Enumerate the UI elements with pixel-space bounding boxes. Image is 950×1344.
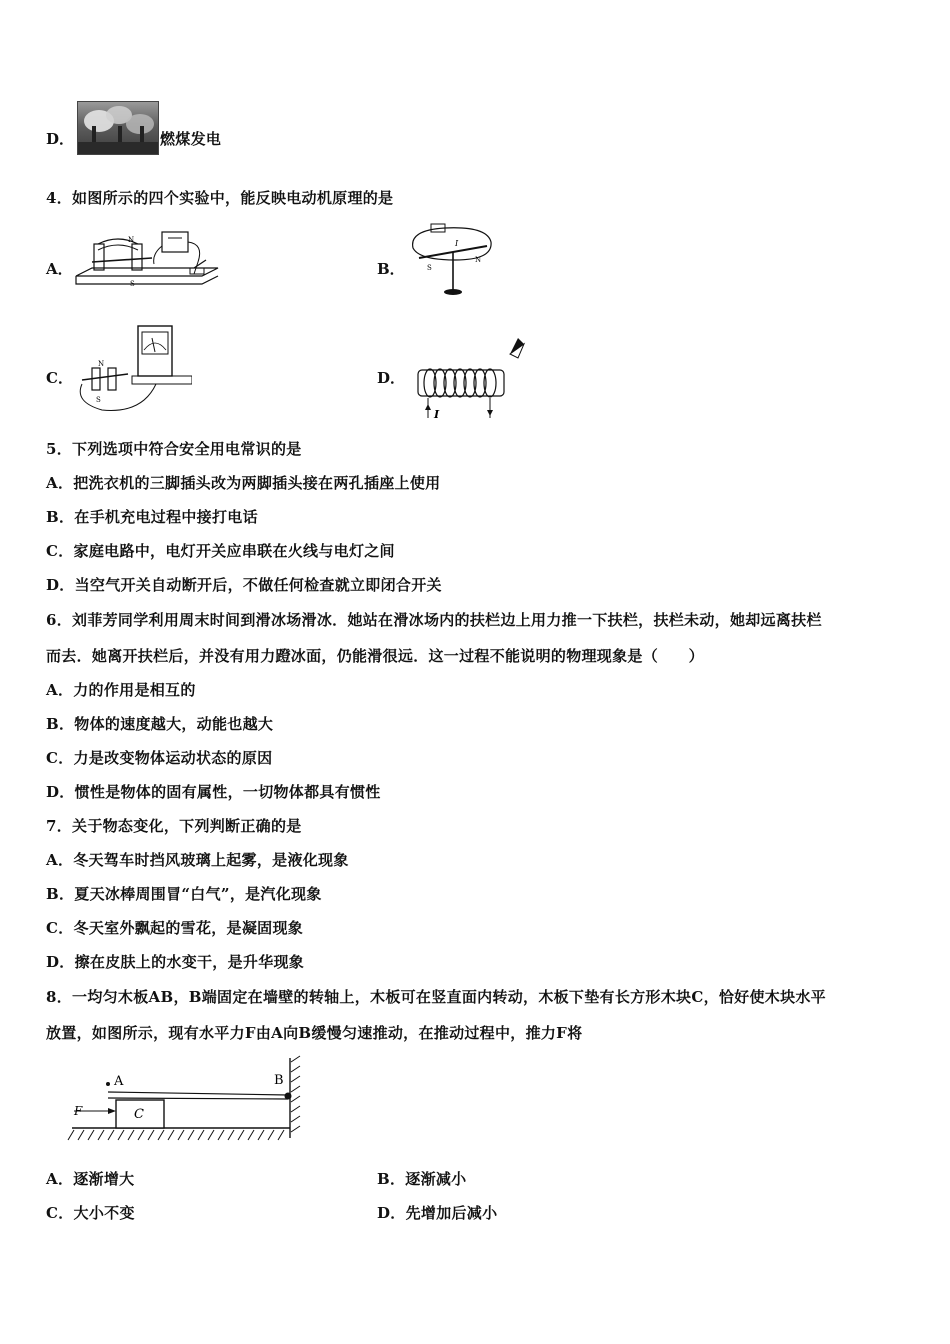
q4-option-c-label: C． [46,369,73,387]
q8-stem-line-2: 放置，如图所示，现有水平力F由A向B缓慢匀速推动，在推动过程中，推力F将 [46,1024,583,1042]
q4-figure-d [410,334,535,424]
q5-option-c: C．家庭电路中，电灯开关应串联在火线与电灯之间 [46,542,395,560]
q3-option-d-text: 燃煤发电 [160,130,222,148]
q5-stem: 5．下列选项中符合安全用电常识的是 [46,440,302,458]
q8-lever-figure [60,1052,310,1152]
q7-option-b: B．夏天冰棒周围冒“白气”，是汽化现象 [46,885,322,903]
fig-c-south-label: S [96,396,101,404]
q7-stem: 7．关于物态变化，下列判断正确的是 [46,817,302,835]
q8-point-a-label: A [114,1074,124,1089]
fig-b-current-label: I [455,239,459,248]
q4-stem: 4．如图所示的四个实验中，能反映电动机原理的是 [46,189,394,207]
q4-option-d-label: D． [377,369,406,387]
fig-a-north-label: N [128,236,135,244]
q5-option-d: D．当空气开关自动断开后，不做任何检查就立即闭合开关 [46,576,442,594]
q5-option-a: A．把洗衣机的三脚插头改为两脚插头接在两孔插座上使用 [46,474,441,492]
q6-stem-line-2: 而去．她离开扶栏后，并没有用力蹬冰面，仍能滑很远．这一过程不能说明的物理现象是（ ） [46,647,704,665]
q4-figure-c [72,322,192,418]
q8-stem-line-1: 8．一均匀木板AB，B端固定在墙壁的转轴上，木板可在竖直面内转动，木板下垫有长方形木块C，恰好使木块水平 [46,988,826,1006]
fig-c-north-label: N [98,360,105,368]
q6-option-d: D．惯性是物体的固有属性，一切物体都具有惯性 [46,783,381,801]
q5-option-b: B．在手机充电过程中接打电话 [46,508,258,526]
q4-option-a-label: A． [46,260,73,278]
fig-b-north-label: N [475,256,482,264]
q8-option-b: B．逐渐减小 [377,1170,467,1188]
q4-option-b-label: B． [377,260,405,278]
fig-a-south-label: S [130,280,135,288]
fig-d-current-label: I [434,408,440,421]
q7-option-a: A．冬天驾车时挡风玻璃上起雾，是液化现象 [46,851,349,869]
q6-option-b: B．物体的速度越大，动能也越大 [46,715,274,733]
q8-option-a: A．逐渐增大 [46,1170,135,1188]
q7-option-c: C．冬天室外飘起的雪花，是凝固现象 [46,919,304,937]
q4-figure-a [72,228,222,298]
q8-force-f-label: F [74,1104,83,1118]
q7-option-d: D．擦在皮肤上的水变干，是升华现象 [46,953,305,971]
q6-stem-line-1: 6．刘菲芳同学利用周末时间到滑冰场滑冰．她站在滑冰场内的扶栏边上用力推一下扶栏，扶栏未动，她却远离扶栏 [46,611,822,629]
q8-point-b-label: B [274,1073,284,1088]
q8-option-d: D．先增加后减小 [377,1204,498,1222]
q4-figure-b [405,220,505,300]
q6-option-c: C．力是改变物体运动状态的原因 [46,749,273,767]
fig-b-south-label: S [427,264,432,272]
q6-option-a: A．力的作用是相互的 [46,681,196,699]
coal-power-photo [77,101,159,155]
q8-option-c: C．大小不变 [46,1204,135,1222]
q8-block-c-label: C [134,1107,144,1122]
q3-option-d-label: D． [46,130,75,148]
